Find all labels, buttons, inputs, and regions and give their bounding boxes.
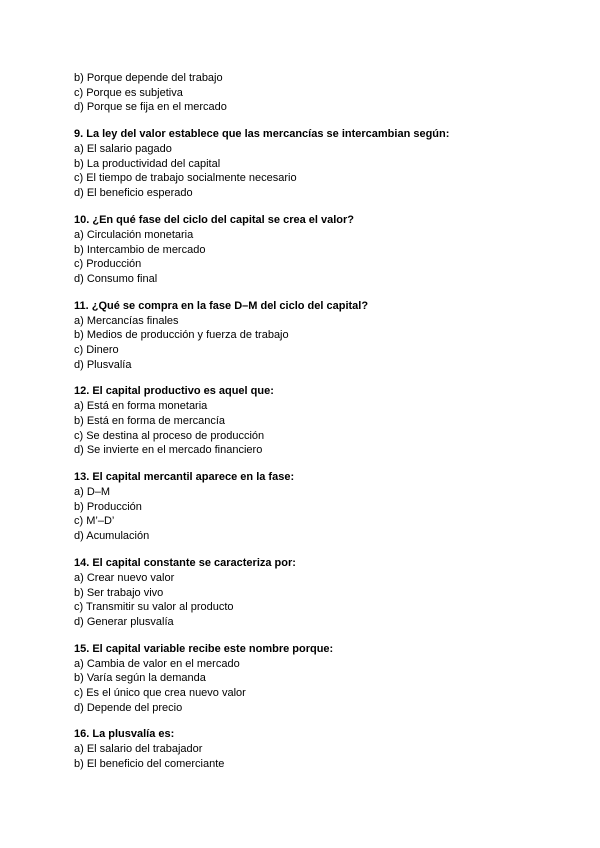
answer-option-b: b) Ser trabajo vivo: [74, 586, 164, 599]
question-title: 9. La ley del valor establece que las mercancías se intercambian según:: [74, 128, 450, 141]
answer-option-c: c) Dinero: [74, 343, 119, 356]
answer-option-b: b) Porque depende del trabajo: [74, 72, 223, 84]
answer-option-a: a) El salario pagado: [74, 143, 172, 156]
question-list: [74, 71, 554, 772]
answer-option-b: b) El beneficio del comerciante: [74, 758, 225, 770]
question-15: [74, 642, 554, 716]
answer-option-b: b) Está en forma de mercancía: [74, 415, 226, 427]
question-11: [74, 299, 554, 373]
question-title: 15. El capital variable recibe este nombre porque:: [74, 642, 334, 655]
answer-option-a: a) El salario del trabajador: [74, 743, 203, 756]
answer-option-a: a) Está en forma monetaria: [74, 400, 208, 413]
question-10: [74, 213, 554, 287]
answer-option-c: c) Transmitir su valor al producto: [74, 601, 234, 614]
answer-option-b: b) La productividad del capital: [74, 157, 221, 170]
answer-option-d: d) Plusvalía: [74, 358, 132, 371]
answer-option-b: b) Varía según la demanda: [74, 672, 206, 685]
question-title: 12. El capital productivo es aquel que:: [74, 385, 274, 398]
question-title: 14. El capital constante se caracteriza por:: [74, 556, 296, 569]
question-title: 11. ¿Qué se compra en la fase D–M del ciclo del capital?: [74, 299, 369, 312]
question-9: [74, 127, 554, 201]
answer-option-a: a) D–M: [74, 486, 111, 499]
question-14: [74, 556, 554, 630]
question-8-continued: [74, 71, 554, 115]
answer-option-b: b) Intercambio de mercado: [74, 243, 206, 256]
answer-option-a: a) Mercancías finales: [74, 314, 179, 327]
answer-option-c: c) El tiempo de trabajo socialmente necesario: [74, 172, 297, 185]
question-13: [74, 470, 554, 544]
answer-option-d: d) Generar plusvalía: [74, 615, 174, 628]
answer-option-b: b) Medios de producción y fuerza de trabajo: [74, 329, 289, 342]
answer-option-b: b) Producción: [74, 500, 142, 513]
question-title: 10. ¿En qué fase del ciclo del capital se crea el valor?: [74, 213, 355, 226]
answer-option-c: c) Porque es subjetiva: [74, 86, 183, 99]
answer-option-c: c) Se destina al proceso de producción: [74, 429, 265, 442]
answer-option-a: a) Crear nuevo valor: [74, 571, 175, 584]
answer-option-d: d) Depende del precio: [74, 701, 183, 714]
answer-option-c: c) M’–D’: [74, 515, 115, 528]
answer-option-d: d) El beneficio esperado: [74, 187, 193, 200]
answer-option-a: a) Cambia de valor en el mercado: [74, 657, 240, 670]
question-title: 16. La plusvalía es:: [74, 728, 175, 741]
answer-option-d: d) Se invierte en el mercado financiero: [74, 444, 263, 457]
question-title: 13. El capital mercantil aparece en la fase:: [74, 471, 295, 484]
answer-option-a: a) Circulación monetaria: [74, 228, 194, 241]
answer-option-c: c) Es el único que crea nuevo valor: [74, 686, 246, 699]
answer-option-d: d) Porque se fija en el mercado: [74, 101, 227, 114]
answer-option-d: d) Consumo final: [74, 272, 158, 285]
answer-option-d: d) Acumulación: [74, 530, 150, 543]
question-16: [74, 727, 554, 771]
answer-option-c: c) Producción: [74, 258, 142, 271]
question-12: [74, 384, 554, 458]
